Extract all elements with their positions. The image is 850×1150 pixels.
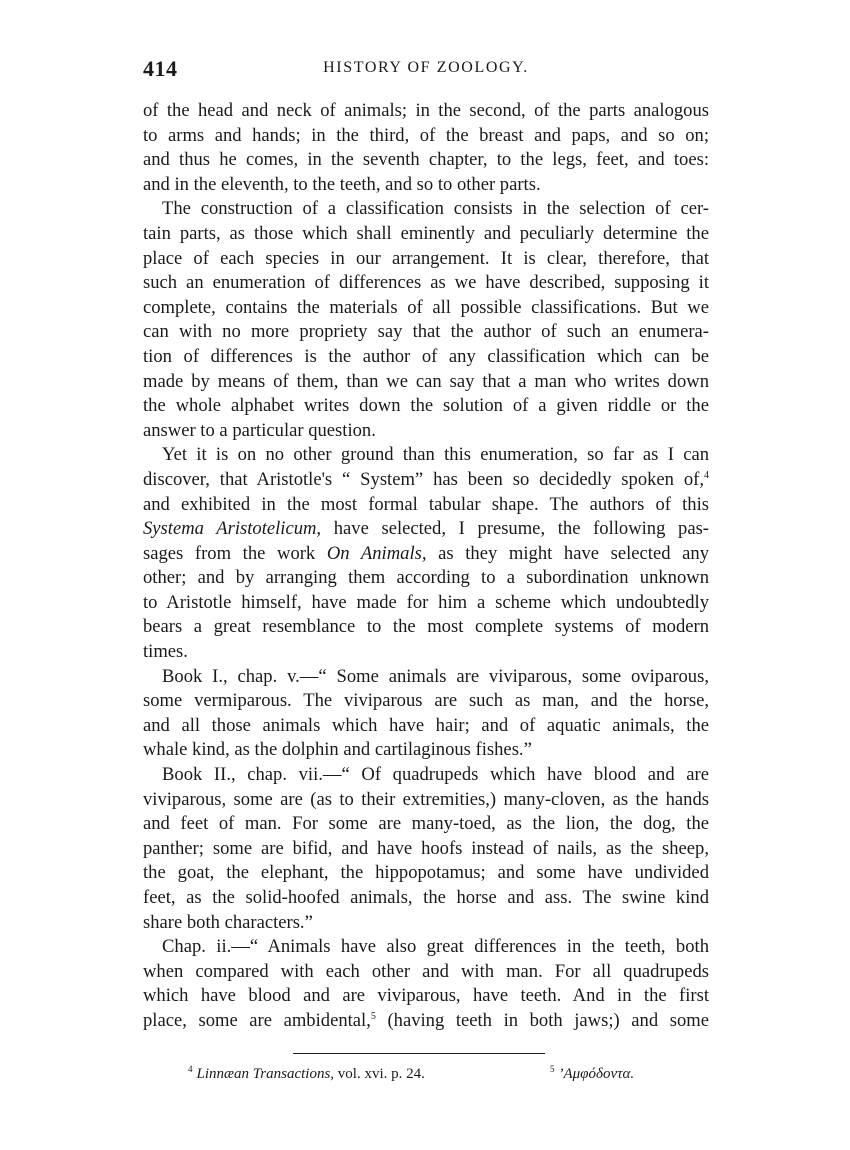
body-text bbox=[143, 99, 709, 1034]
text-line: bears a great resemblance to the most complete systems of modern bbox=[143, 616, 709, 638]
text-line: some vermiparous. The viviparous are such as man, and the horse, bbox=[143, 690, 709, 712]
text-line bbox=[143, 517, 709, 542]
text-line: to Aristotle himself, have made for him a scheme which undoubtedly bbox=[143, 591, 709, 613]
text-line: panther; some are bifid, and have hoofs instead of nails, as the sheep, bbox=[143, 837, 709, 859]
text-line: the goat, the elephant, the hippopotamus; and some have undivided bbox=[143, 862, 709, 884]
footnote-marker: 4 bbox=[188, 1064, 193, 1074]
text-line: times. bbox=[143, 641, 188, 663]
text-line: and in the eleventh, to the teeth, and so to other parts. bbox=[143, 173, 541, 195]
text-line: viviparous, some are (as to their extremities,) many-cloven, as the hands bbox=[143, 788, 709, 810]
text-line: to arms and hands; in the third, of the breast and paps, and so on; bbox=[143, 124, 709, 146]
text-line: such an enumeration of differences as we have described, supposing it bbox=[143, 272, 709, 294]
line-text: (having teeth in both jaws;) and some bbox=[387, 1009, 709, 1031]
text-line: tain parts, as those which shall eminently and peculiarly determine the bbox=[143, 222, 709, 244]
text-line bbox=[143, 542, 709, 567]
line-text: discover, that Aristotle's “ System” has been so decidedly spoken of, bbox=[143, 468, 704, 490]
text-line: the whole alphabet writes down the solution of a given riddle or the bbox=[143, 395, 709, 417]
text-line: share both characters.” bbox=[143, 911, 313, 933]
footnote-4 bbox=[188, 1064, 425, 1083]
footnote-text: vol. xvi. p. 24. bbox=[334, 1066, 425, 1082]
footnote-text: ’Aμφόδοντα. bbox=[558, 1066, 635, 1082]
line-text: place, some are ambidental, bbox=[143, 1009, 371, 1031]
page-number: 414 bbox=[143, 56, 178, 81]
footnote-ref[interactable]: 5 bbox=[370, 1010, 376, 1022]
paragraph-start-line: Chap. ii.—“ Animals have also great differences in the teeth, both bbox=[162, 936, 709, 958]
page-header bbox=[143, 56, 709, 86]
text-line: complete, contains the materials of all possible classifications. But we bbox=[143, 296, 709, 318]
footnote-marker: 5 bbox=[550, 1064, 555, 1074]
text-line: feet, as the solid-hoofed animals, the horse and ass. The swine kind bbox=[143, 887, 709, 908]
italic-title: On Animals, bbox=[326, 542, 427, 564]
line-text: sages from the work bbox=[143, 542, 316, 564]
line-text: have selected, I presume, the following pas- bbox=[333, 518, 710, 540]
text-line bbox=[143, 468, 709, 493]
text-line: can with no more propriety say that the author of such an enumera- bbox=[143, 321, 709, 343]
text-line: other; and by arranging them according to a subordination unknown bbox=[143, 567, 709, 589]
line-text: as they might have selected any bbox=[438, 542, 709, 564]
text-line: and all those animals which have hair; and of aquatic animals, the bbox=[143, 714, 709, 736]
paragraph-start-line: Yet it is on no other ground than this enumeration, so far as I can bbox=[162, 444, 709, 466]
text-line: tion of differences is the author of any classification which can be bbox=[143, 345, 709, 367]
paragraph-start-line: The construction of a classification consists in the selection of cer- bbox=[162, 198, 709, 220]
text-line bbox=[143, 1009, 709, 1034]
footnotes bbox=[143, 1064, 709, 1088]
text-line: of the head and neck of animals; in the second, of the parts analogous bbox=[143, 100, 709, 121]
text-line: whale kind, as the dolphin and cartilaginous fishes.” bbox=[143, 739, 532, 761]
footnote-5 bbox=[550, 1064, 634, 1083]
footnote-title: Linnæan Transactions, bbox=[196, 1066, 335, 1082]
text-line: and feet of man. For some are many-toed, as the lion, the dog, the bbox=[143, 813, 709, 835]
text-line: and thus he comes, in the seventh chapter, to the legs, feet, and toes: bbox=[143, 149, 709, 171]
text-line: when compared with each other and with man. For all quadrupeds bbox=[143, 960, 709, 982]
text-line: and exhibited in the most formal tabular shape. The authors of this bbox=[143, 493, 709, 515]
footnote-ref[interactable]: 4 bbox=[704, 469, 709, 481]
paragraph-start-line: Book II., chap. vii.—“ Of quadrupeds which have blood and are bbox=[162, 764, 709, 786]
running-head: HISTORY OF ZOOLOGY. bbox=[323, 59, 529, 76]
text-line: which have blood and are viviparous, have teeth. And in the first bbox=[143, 985, 709, 1007]
text-line: place of each species in our arrangement. It is clear, therefore, that bbox=[143, 247, 709, 269]
text-line: answer to a particular question. bbox=[143, 419, 376, 441]
paragraph-start-line: Book I., chap. v.—“ Some animals are viviparous, some oviparous, bbox=[162, 665, 709, 687]
footnote-divider bbox=[293, 1053, 545, 1054]
text-line: made by means of them, than we can say that a man who writes down bbox=[143, 370, 709, 392]
italic-title: Systema Aristotelicum, bbox=[143, 518, 322, 540]
